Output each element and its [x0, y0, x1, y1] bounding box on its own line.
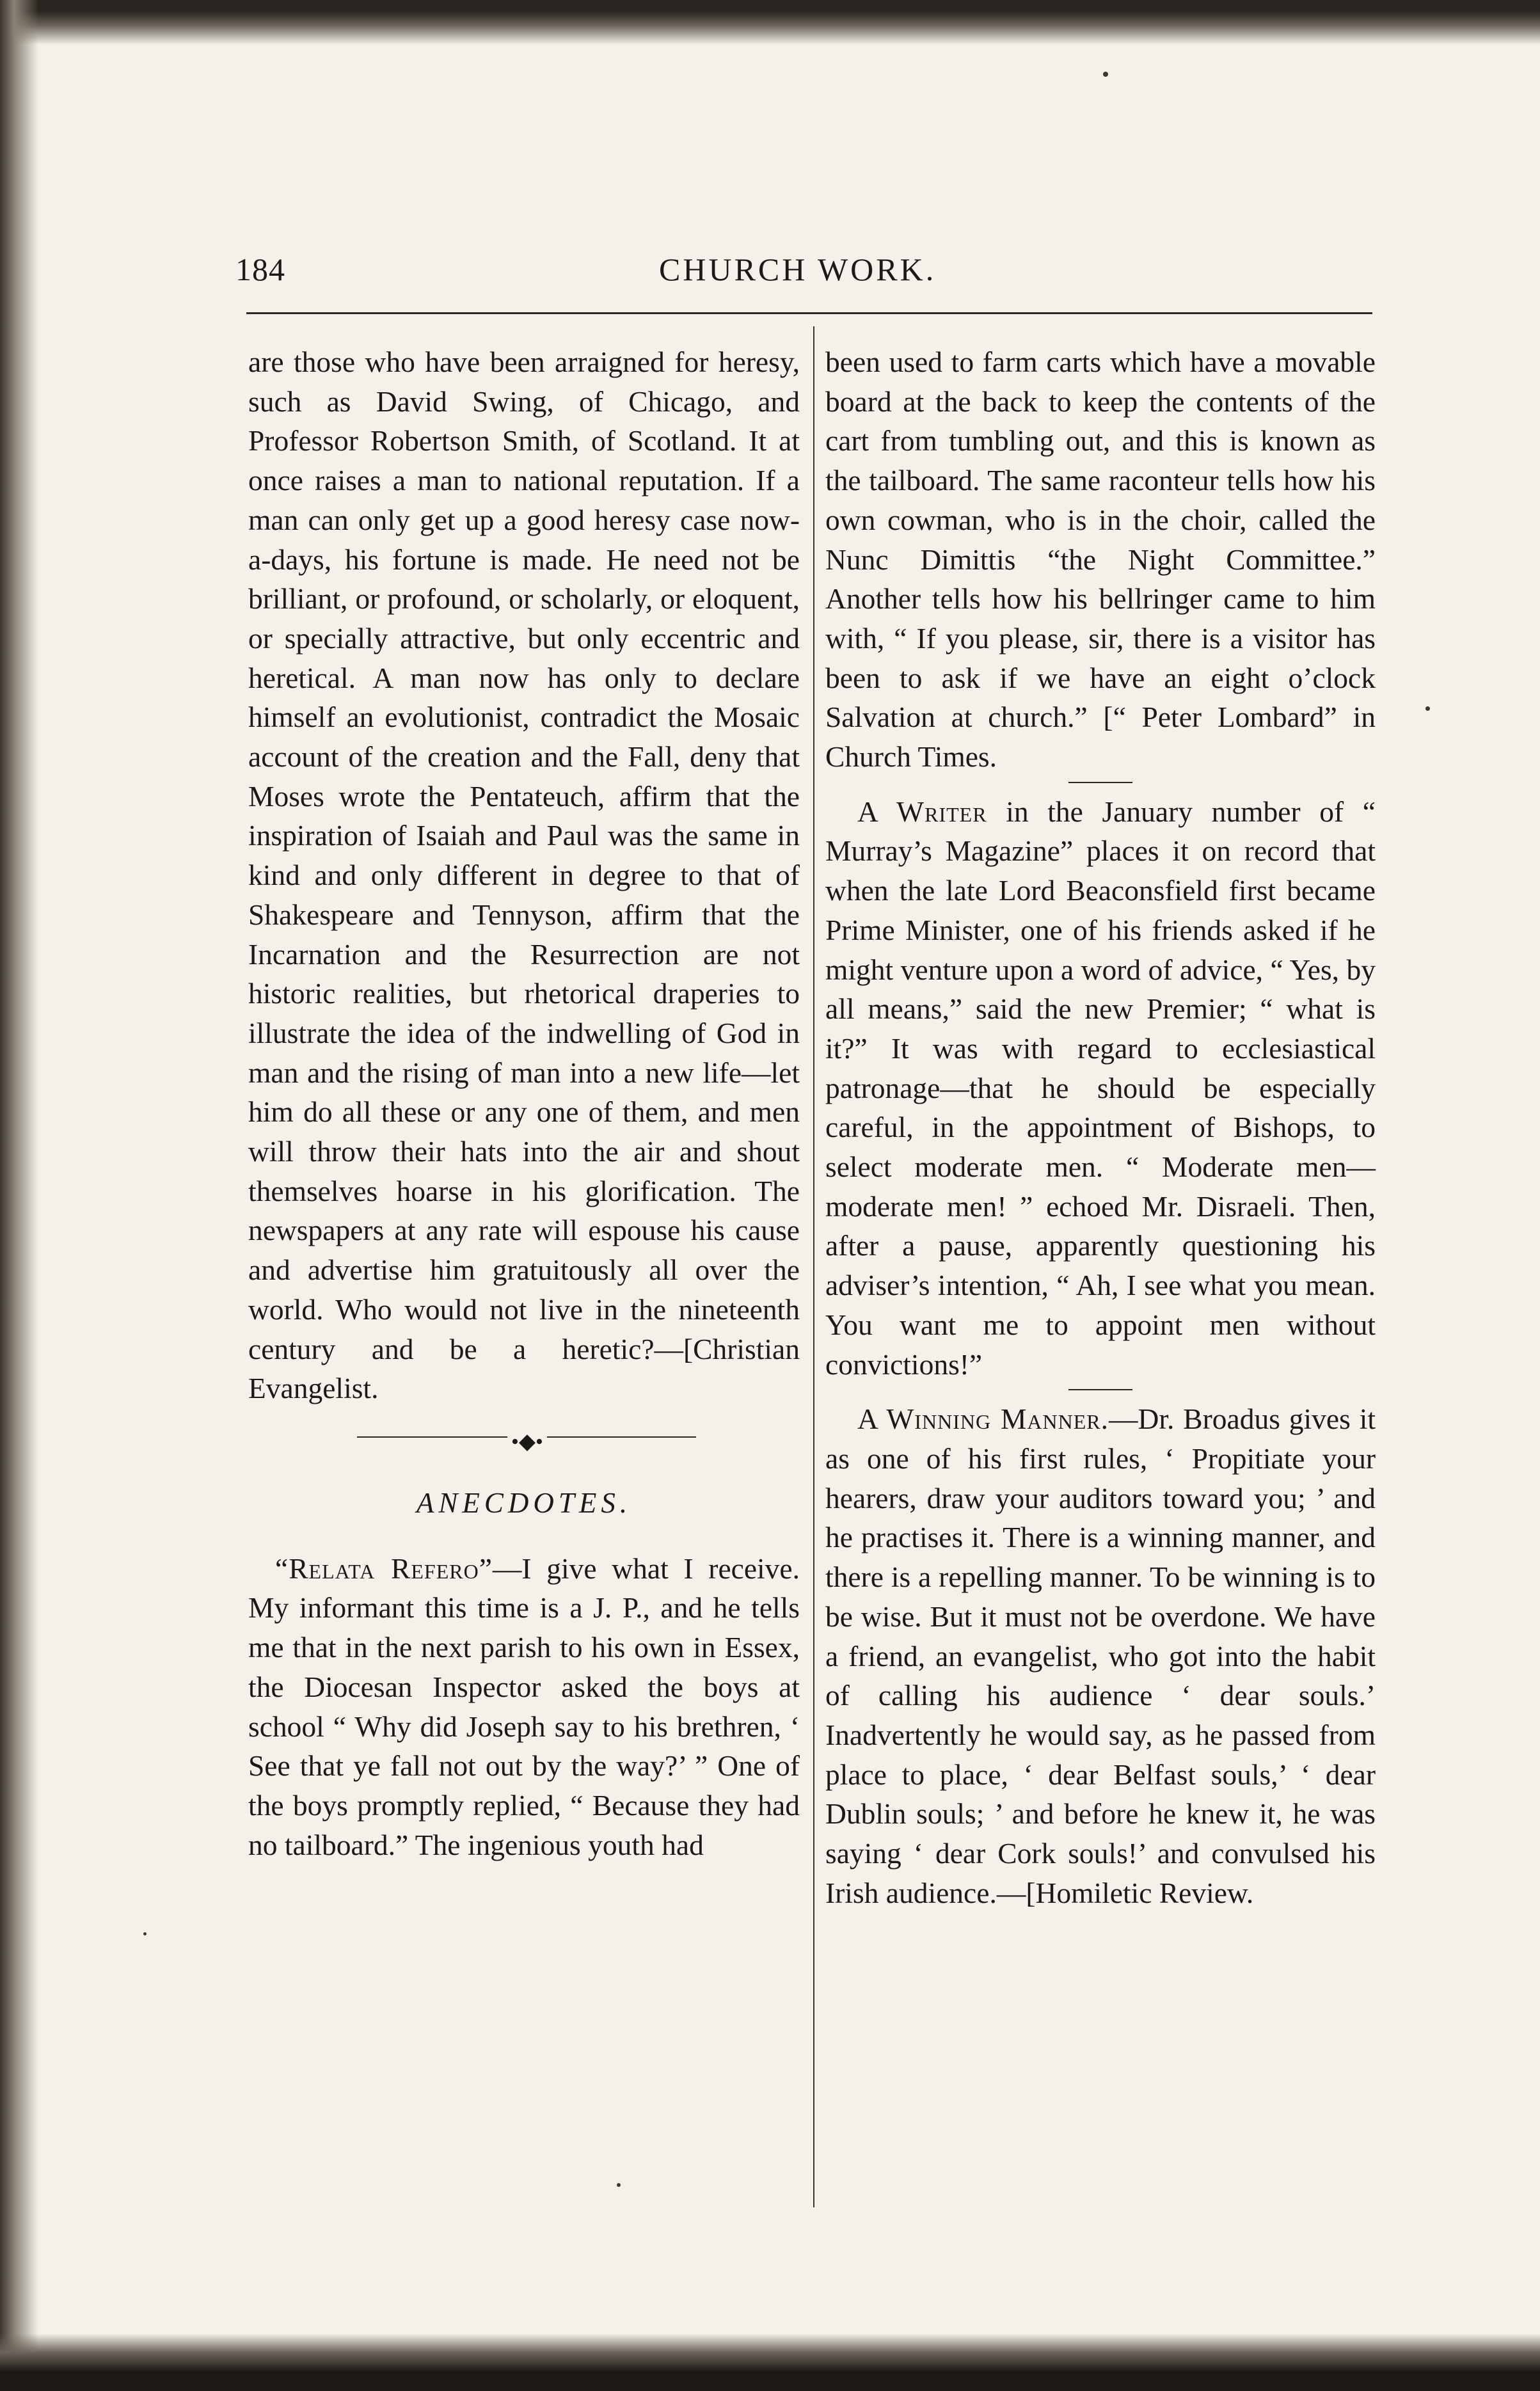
ornament-glyph: •◆• [507, 1422, 547, 1462]
scan-bottom-edge [0, 2333, 1540, 2391]
anecdote-writer [825, 792, 1376, 1385]
page-number: 184 [235, 251, 285, 287]
separator-rule [1068, 782, 1132, 783]
scan-left-edge [0, 0, 38, 2391]
scan-speck [1103, 72, 1108, 77]
column-divider [813, 326, 814, 2207]
anecdote-winning-manner [825, 1399, 1376, 1912]
section-heading: ANECDOTES. [416, 1486, 632, 1519]
anecdote-lead: A Writer [857, 795, 987, 828]
anecdote-body: in the January number of “ Murray’s Magazine” places it on record that when the late Lord Beaconsfield first became Prime Minister, one of his friends asked if he might venture upon a word of advice, “ Yes, by all means,” said the new Premier; “ what is it?” It was with regard to ecclesiastical patronage—that he should be especially careful, in the appointment of Bishops, to select moderate men. “ Moderate men—moderate men! ” echoed Mr. Disraeli. Then, after a pause, apparently questioning his adviser’s intention, “ Ah, I see what you mean. You want me to appoint men without convictions!” [825, 795, 1376, 1381]
scan-speck [1425, 706, 1430, 711]
anecdote-body: —Dr. Broadus gives it as one of his first rules, ‘ Propitiate your hearers, draw your auditors toward you; ’ and he practises it. There is a winning manner, and there is a repelling manner. To be winning is to be wise. But it must not be overdone. We have a friend, an evangelist, who got into the habit of calling his audience ‘ dear souls.’ Inadvertently he would say, as he passed from place to place, ‘ dear Belfast souls,’ ‘ dear Dublin souls; ’ and before he knew it, he was saying ‘ dear Cork souls!’ and convulsed his Irish audience.—[Homiletic Review. [825, 1402, 1376, 1909]
anecdote-lead: A Winning Manner. [857, 1402, 1109, 1436]
header-rule [246, 312, 1372, 314]
separator-rule [1068, 1389, 1132, 1390]
right-column [825, 342, 1376, 1912]
scan-speck [143, 1932, 147, 1935]
anecdote-lead: “Relata Refero” [275, 1552, 493, 1585]
left-column [248, 342, 800, 1864]
anecdote-continued: been used to farm carts which have a movable board at the back to keep the contents of the cart from tumbling out, and this is known as the tailboard. The same raconteur tells how his own cowman, who is in the choir, called the Nunc Dimittis “the Night Committee.” Another tells how his bellringer came to him with, “ If you please, sir, there is a visitor has been to ask if we have an eight o’clock Salvation at church.” [“ Peter Lombard” in Church Times. [825, 346, 1376, 774]
anecdote-body: —I give what I receive. My informant this time is a J. P., and he tells me that in the next parish to his own in Essex, the Diocesan Inspector asked the boys at school “ Why did Joseph say to his brethren, ‘ See that ye fall not out by the way?’ ” One of the boys promptly replied, “ Because they had no tailboard.” The ingenious youth had [248, 1552, 800, 1861]
running-title: CHURCH WORK. [659, 251, 937, 287]
continued-paragraph: are those who have been arraigned for heresy, such as David Swing, of Chicago, and Professor Robertson Smith, of Scotland. It at once raises a man to national reputation. If a man can only get up a good heresy case now-a-days, his fortune is made. He need not be brilliant, or profound, or scholarly, or eloquent, or specially attractive, but only eccentric and heretical. A man now has only to declare himself an evolutionist, contradict the Mosaic account of the creation and the Fall, deny that Moses wrote the Pentateuch, affirm that the inspiration of Isaiah and Paul was the same in kind and only different in degree to that of Shakespeare and Tennyson, affirm that the Incarnation and the Resurrection are not historic realities, but rhetorical draperies to illustrate the idea of the indwelling of God in man and the rising of man into a new life—let him do all these or any one of them, and men will throw their hats into the air and shout themselves hoarse in his glorification. The newspapers at any rate will espouse his cause and advertise him gratuitously all over the world. Who would not live in the nineteenth century and be a heretic?—[Christian Evangelist. [248, 346, 800, 1405]
scan-top-edge [0, 0, 1540, 45]
section-break [248, 1420, 800, 1458]
anecdote-relata-refero [248, 1549, 800, 1865]
scan-speck [617, 2183, 621, 2187]
